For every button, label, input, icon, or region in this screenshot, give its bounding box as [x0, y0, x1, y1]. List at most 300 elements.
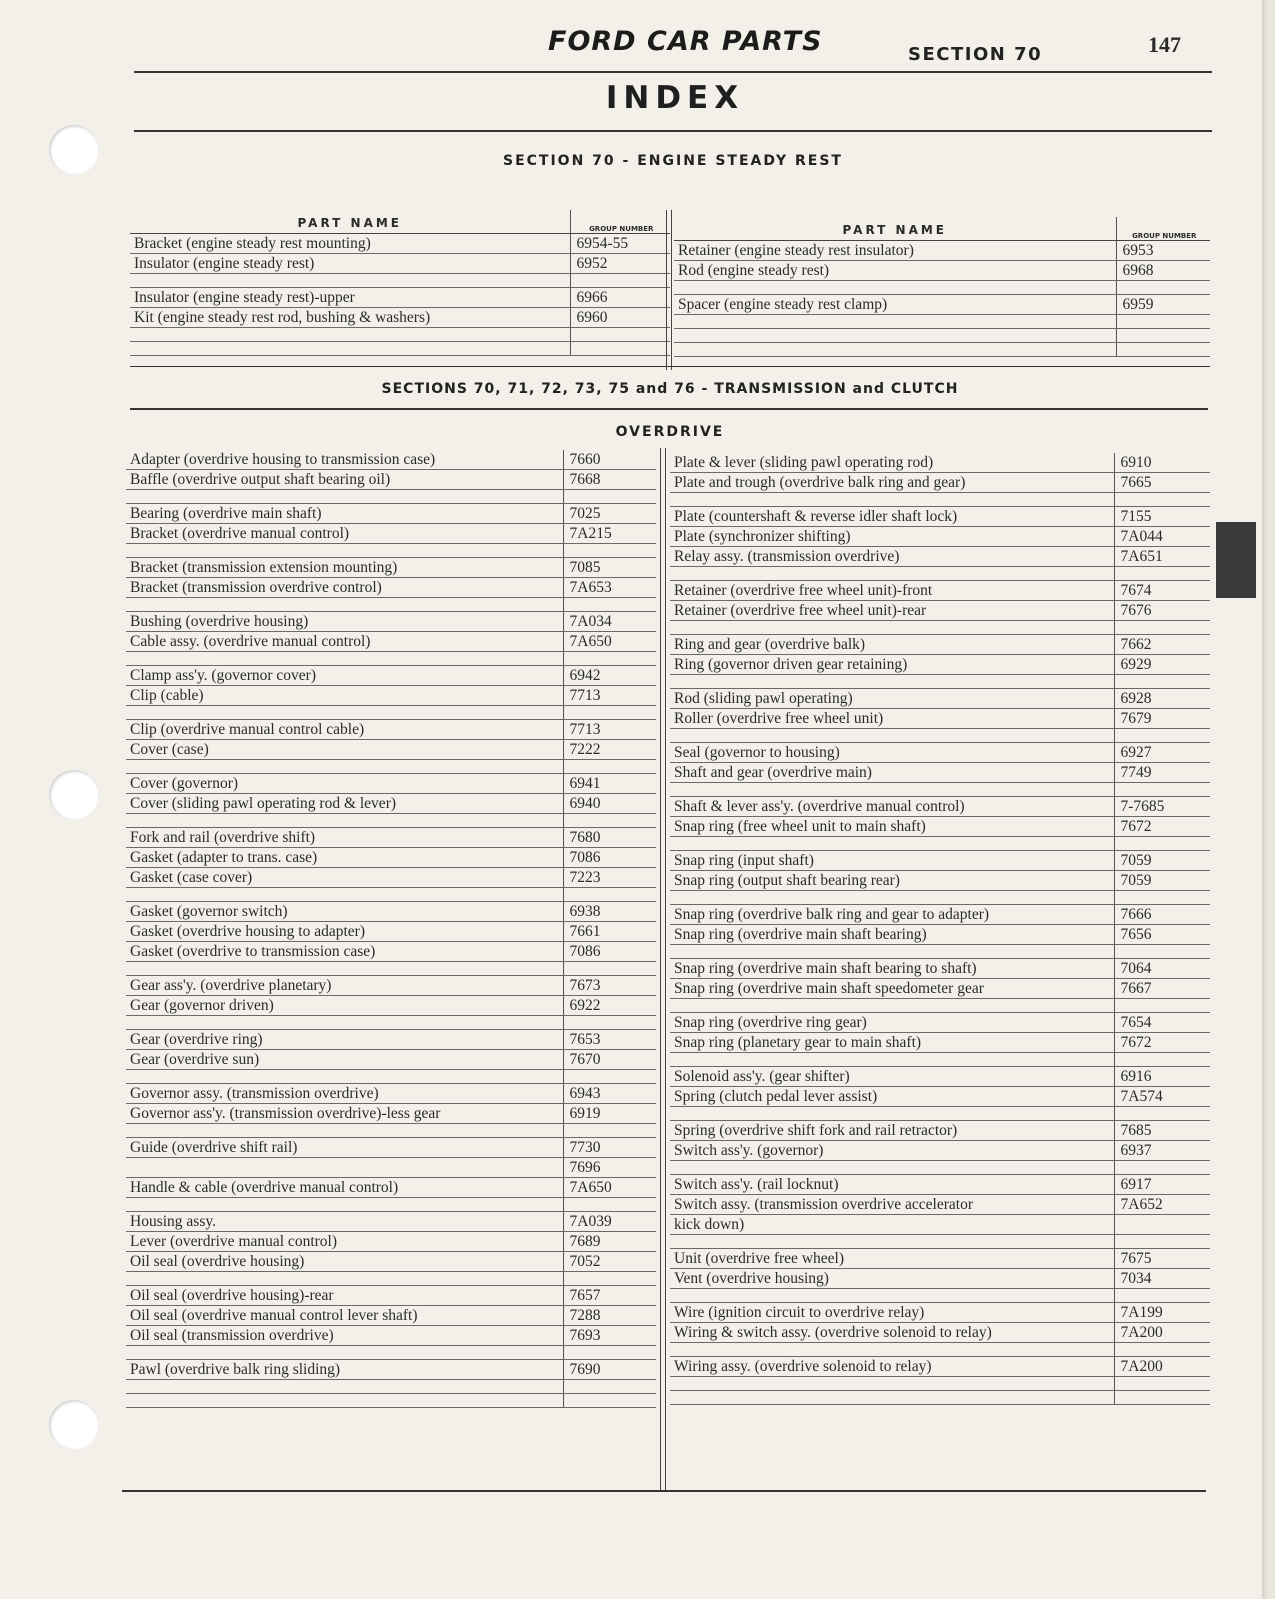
part-name-cell [670, 1107, 1114, 1121]
table-row [126, 996, 656, 1016]
group-number-cell [1114, 1289, 1210, 1303]
table-row [126, 504, 656, 524]
table-row [126, 1158, 656, 1178]
group-number-cell [1114, 783, 1210, 797]
part-name-cell: Relay assy. (transmission overdrive) [670, 547, 1114, 567]
group-number-cell: 7086 [563, 848, 656, 868]
group-number-cell: 7223 [563, 868, 656, 888]
group-number-cell [1114, 493, 1210, 507]
part-name-cell: Retainer (overdrive free wheel unit)-front [670, 581, 1114, 601]
table-row [674, 295, 1210, 315]
part-name-cell: Retainer (overdrive free wheel unit)-rear [670, 601, 1114, 621]
table-row-blank [670, 1391, 1210, 1405]
table-row [670, 473, 1210, 493]
group-number-cell: 7696 [563, 1158, 656, 1178]
group-number-cell [563, 760, 656, 774]
part-name-cell: Bushing (overdrive housing) [126, 612, 563, 632]
table-row-blank [126, 1394, 656, 1408]
table-row [670, 1195, 1210, 1215]
table-row [126, 1360, 656, 1380]
part-name-cell: Oil seal (overdrive manual control lever shaft) [126, 1306, 563, 1326]
table-row-blank [126, 706, 656, 720]
table-row [670, 581, 1210, 601]
group-number-cell: 7673 [563, 976, 656, 996]
group-number-cell: 7A650 [563, 1178, 656, 1198]
group-number-cell: 6943 [563, 1084, 656, 1104]
part-name-cell [126, 814, 563, 828]
group-number-cell: 6952 [570, 254, 670, 274]
group-number-cell [1114, 837, 1210, 851]
part-name-cell: Snap ring (planetary gear to main shaft) [670, 1033, 1114, 1053]
part-name-cell: Snap ring (overdrive main shaft bearing to shaft) [670, 959, 1114, 979]
group-number-cell: 7674 [1114, 581, 1210, 601]
steady-rest-right-table [674, 217, 1210, 357]
group-number-cell: 7A044 [1114, 527, 1210, 547]
table-row [126, 1252, 656, 1272]
part-name-cell: Bracket (engine steady rest mounting) [130, 234, 570, 254]
part-name-cell: Guide (overdrive shift rail) [126, 1138, 563, 1158]
part-name-cell [126, 1272, 563, 1286]
part-name-cell [126, 1394, 563, 1408]
group-number-cell [563, 1380, 656, 1394]
group-number-cell: 6910 [1114, 453, 1210, 473]
part-name-cell: Wire (ignition circuit to overdrive relay) [670, 1303, 1114, 1323]
part-name-cell: Switch assy. (transmission overdrive accelerator [670, 1195, 1114, 1215]
group-number-cell [1114, 1053, 1210, 1067]
part-name-cell: Shaft and gear (overdrive main) [670, 763, 1114, 783]
table-row [130, 254, 670, 274]
part-name-cell: Spring (clutch pedal lever assist) [670, 1087, 1114, 1107]
part-name-cell [670, 945, 1114, 959]
group-number-cell [1116, 315, 1210, 329]
part-name-cell [670, 1391, 1114, 1405]
part-name-cell [674, 343, 1116, 357]
group-number-cell [563, 544, 656, 558]
table-row [126, 976, 656, 996]
group-number-cell: 7222 [563, 740, 656, 760]
part-name-cell [126, 1380, 563, 1394]
table-row [670, 851, 1210, 871]
group-number-cell: 7654 [1114, 1013, 1210, 1033]
table-row-blank [126, 490, 656, 504]
part-name-cell [670, 493, 1114, 507]
table-row-blank [670, 621, 1210, 635]
table-row-blank [126, 760, 656, 774]
group-number-cell [563, 888, 656, 902]
part-name-cell [126, 598, 563, 612]
table-row-blank [670, 675, 1210, 689]
table-row [126, 1138, 656, 1158]
column-header-part-name: PART NAME [130, 210, 570, 234]
transmission-heading: SECTIONS 70, 71, 72, 73, 75 and 76 - TRANSMISSION and CLUTCH [381, 381, 959, 397]
title-rule [134, 130, 1212, 132]
part-name-cell: Switch ass'y. (rail locknut) [670, 1175, 1114, 1195]
part-name-cell: Snap ring (output shaft bearing rear) [670, 871, 1114, 891]
part-name-cell: Kit (engine steady rest rod, bushing & washers) [130, 308, 570, 328]
group-number-cell [1116, 343, 1210, 357]
group-number-cell [1114, 621, 1210, 635]
table-row-blank [670, 1289, 1210, 1303]
group-number-cell: 7052 [563, 1252, 656, 1272]
group-number-cell [1116, 329, 1210, 343]
part-name-cell: kick down) [670, 1215, 1114, 1235]
group-number-cell: 7670 [563, 1050, 656, 1070]
group-number-cell: 7662 [1114, 635, 1210, 655]
table-row-blank [670, 945, 1210, 959]
table-row [670, 1215, 1210, 1235]
part-name-cell [126, 1016, 563, 1030]
group-number-cell [563, 962, 656, 976]
table-row-blank [126, 1380, 656, 1394]
part-name-cell [670, 1377, 1114, 1391]
group-number-cell: 7A199 [1114, 1303, 1210, 1323]
table-row [670, 1323, 1210, 1343]
binder-hole-middle [49, 770, 99, 820]
part-name-cell: Gear ass'y. (overdrive planetary) [126, 976, 563, 996]
group-number-cell: 7086 [563, 942, 656, 962]
part-name-cell [670, 999, 1114, 1013]
table-row [126, 632, 656, 652]
group-number-cell [563, 490, 656, 504]
group-number-cell: 7A215 [563, 524, 656, 544]
part-name-cell: Cover (case) [126, 740, 563, 760]
part-name-cell: Wiring & switch assy. (overdrive solenoid to relay) [670, 1323, 1114, 1343]
part-name-cell [130, 274, 570, 288]
part-name-cell: Gear (overdrive ring) [126, 1030, 563, 1050]
part-name-cell: Seal (governor to housing) [670, 743, 1114, 763]
group-number-cell [563, 1070, 656, 1084]
group-number-cell: 7657 [563, 1286, 656, 1306]
group-number-cell [563, 1124, 656, 1138]
part-name-cell [126, 1198, 563, 1212]
steady-rest-left-table [130, 210, 670, 356]
overdrive-right-table [670, 453, 1210, 1405]
table-row [670, 635, 1210, 655]
group-number-cell: 7679 [1114, 709, 1210, 729]
group-number-cell [1114, 729, 1210, 743]
table-row [670, 925, 1210, 945]
group-number-cell: 7660 [563, 450, 656, 470]
table-row [126, 774, 656, 794]
table-row-blank [126, 1198, 656, 1212]
table-row-blank [670, 891, 1210, 905]
group-number-cell: 7025 [563, 504, 656, 524]
table-row-blank [126, 544, 656, 558]
group-number-cell: 7680 [563, 828, 656, 848]
part-name-cell [126, 1346, 563, 1360]
table-row-blank [670, 493, 1210, 507]
table-row-blank [670, 999, 1210, 1013]
part-name-cell: Bracket (transmission overdrive control) [126, 578, 563, 598]
part-name-cell: Insulator (engine steady rest)-upper [130, 288, 570, 308]
part-name-cell: Ring (governor driven gear retaining) [670, 655, 1114, 675]
table-row [670, 979, 1210, 999]
table-row [126, 828, 656, 848]
table-row-blank [670, 1161, 1210, 1175]
part-name-cell: Wiring assy. (overdrive solenoid to relay) [670, 1357, 1114, 1377]
table-row-blank [674, 343, 1210, 357]
table-row [126, 740, 656, 760]
table-row [670, 1067, 1210, 1087]
group-number-cell: 7730 [563, 1138, 656, 1158]
part-name-cell: Unit (overdrive free wheel) [670, 1249, 1114, 1269]
group-number-cell [563, 652, 656, 666]
part-name-cell: Gasket (overdrive to transmission case) [126, 942, 563, 962]
group-number-cell: 6927 [1114, 743, 1210, 763]
part-name-cell: Bearing (overdrive main shaft) [126, 504, 563, 524]
group-number-cell: 6954-55 [570, 234, 670, 254]
table-row-blank [670, 567, 1210, 581]
table-row [670, 1141, 1210, 1161]
group-number-cell [1114, 1391, 1210, 1405]
group-number-cell: 6916 [1114, 1067, 1210, 1087]
group-number-cell: 7693 [563, 1326, 656, 1346]
part-name-cell: Cover (sliding pawl operating rod & lever) [126, 794, 563, 814]
part-name-cell: Oil seal (overdrive housing)-rear [126, 1286, 563, 1306]
part-name-cell: Gear (overdrive sun) [126, 1050, 563, 1070]
column-header-part-name: PART NAME [674, 217, 1116, 241]
group-number-cell: 7034 [1114, 1269, 1210, 1289]
table-row [126, 1178, 656, 1198]
part-name-cell: Spacer (engine steady rest clamp) [674, 295, 1116, 315]
part-name-cell: Clip (cable) [126, 686, 563, 706]
part-name-cell [670, 1053, 1114, 1067]
table-row-blank [670, 837, 1210, 851]
group-number-cell: 7667 [1114, 979, 1210, 999]
table-row [670, 601, 1210, 621]
part-name-cell: Cover (governor) [126, 774, 563, 794]
table-row [130, 308, 670, 328]
overdrive-left-table [126, 450, 656, 1408]
transmission-rule [130, 408, 1208, 410]
part-name-cell [670, 837, 1114, 851]
table-row [670, 507, 1210, 527]
part-name-cell [130, 342, 570, 356]
part-name-cell: Housing assy. [126, 1212, 563, 1232]
part-name-cell: Cable assy. (overdrive manual control) [126, 632, 563, 652]
table-row [126, 902, 656, 922]
table-row [126, 558, 656, 578]
group-number-cell [1114, 1235, 1210, 1249]
table-row [126, 942, 656, 962]
table-row-blank [126, 598, 656, 612]
group-number-cell: 6959 [1116, 295, 1210, 315]
table-row-blank [670, 783, 1210, 797]
part-name-cell: Clamp ass'y. (governor cover) [126, 666, 563, 686]
table-row-blank [126, 814, 656, 828]
table-row [670, 1303, 1210, 1323]
part-name-cell: Vent (overdrive housing) [670, 1269, 1114, 1289]
header-rule [134, 71, 1212, 73]
group-number-cell: 7A574 [1114, 1087, 1210, 1107]
part-name-cell [670, 1343, 1114, 1357]
part-name-cell: Plate & lever (sliding pawl operating rod) [670, 453, 1114, 473]
part-name-cell [670, 1161, 1114, 1175]
part-name-cell [126, 652, 563, 666]
group-number-cell: 7685 [1114, 1121, 1210, 1141]
group-number-cell: 6929 [1114, 655, 1210, 675]
table-row [126, 1030, 656, 1050]
table-row [670, 1357, 1210, 1377]
group-number-cell: 7A651 [1114, 547, 1210, 567]
part-name-cell: Snap ring (overdrive balk ring and gear to adapter) [670, 905, 1114, 925]
part-name-cell [126, 888, 563, 902]
group-number-cell: 7689 [563, 1232, 656, 1252]
column-header-group-number: GROUP NUMBER [570, 210, 670, 234]
group-number-cell: 6937 [1114, 1141, 1210, 1161]
group-number-cell: 7672 [1114, 1033, 1210, 1053]
part-name-cell: Gasket (overdrive housing to adapter) [126, 922, 563, 942]
table-row [126, 1104, 656, 1124]
table-row-blank [126, 1070, 656, 1084]
group-number-cell: 7A200 [1114, 1357, 1210, 1377]
part-name-cell [126, 544, 563, 558]
table-row [130, 288, 670, 308]
group-number-cell: 6953 [1116, 241, 1210, 261]
part-name-cell: Clip (overdrive manual control cable) [126, 720, 563, 740]
group-number-cell: 7668 [563, 470, 656, 490]
group-number-cell [563, 1394, 656, 1408]
table-row [670, 959, 1210, 979]
table-row-blank [674, 315, 1210, 329]
group-number-cell: 6919 [563, 1104, 656, 1124]
group-number-cell [1114, 1343, 1210, 1357]
column-header-group-number: GROUP NUMBER [1116, 217, 1210, 241]
table-row [670, 1121, 1210, 1141]
table-row [126, 1050, 656, 1070]
group-number-cell [1114, 567, 1210, 581]
part-name-cell [126, 706, 563, 720]
table-row [126, 794, 656, 814]
group-number-cell: 7288 [563, 1306, 656, 1326]
table-row-blank [670, 1053, 1210, 1067]
group-number-cell: 7666 [1114, 905, 1210, 925]
group-number-cell: 7713 [563, 720, 656, 740]
group-number-cell: 6917 [1114, 1175, 1210, 1195]
part-name-cell: Baffle (overdrive output shaft bearing oil) [126, 470, 563, 490]
group-number-cell [1114, 999, 1210, 1013]
part-name-cell [670, 1235, 1114, 1249]
table-row-blank [670, 1377, 1210, 1391]
table-row-blank [126, 652, 656, 666]
part-name-cell: Rod (sliding pawl operating) [670, 689, 1114, 709]
table-row-blank [126, 888, 656, 902]
table-row-blank [670, 729, 1210, 743]
group-number-cell: 6941 [563, 774, 656, 794]
group-number-cell: 7672 [1114, 817, 1210, 837]
part-name-cell: Ring and gear (overdrive balk) [670, 635, 1114, 655]
table-row [670, 709, 1210, 729]
part-name-cell [670, 567, 1114, 581]
group-number-cell: 7A039 [563, 1212, 656, 1232]
group-number-cell: 7A653 [563, 578, 656, 598]
table-row-blank [674, 281, 1210, 295]
table-row [670, 817, 1210, 837]
steady-rest-bottom-rule [130, 366, 1210, 367]
group-number-cell: 7675 [1114, 1249, 1210, 1269]
table-row [670, 1249, 1210, 1269]
part-name-cell: Gasket (adapter to trans. case) [126, 848, 563, 868]
part-name-cell [126, 1070, 563, 1084]
group-number-cell: 6966 [570, 288, 670, 308]
part-name-cell [126, 962, 563, 976]
part-name-cell: Snap ring (input shaft) [670, 851, 1114, 871]
overdrive-subheading: OVERDRIVE [615, 424, 725, 440]
part-name-cell: Insulator (engine steady rest) [130, 254, 570, 274]
table-row [670, 743, 1210, 763]
table-row-blank [126, 1016, 656, 1030]
group-number-cell: 6968 [1116, 261, 1210, 281]
group-number-cell: 6922 [563, 996, 656, 1016]
table-row [670, 527, 1210, 547]
table-row [126, 1326, 656, 1346]
table-row [674, 261, 1210, 281]
part-name-cell: Solenoid ass'y. (gear shifter) [670, 1067, 1114, 1087]
part-name-cell: Plate (synchronizer shifting) [670, 527, 1114, 547]
group-number-cell: 7653 [563, 1030, 656, 1050]
overdrive-column-divider [660, 448, 666, 1490]
table-row [126, 612, 656, 632]
group-number-cell: 7690 [563, 1360, 656, 1380]
group-number-cell [1114, 945, 1210, 959]
part-name-cell: Gear (governor driven) [126, 996, 563, 1016]
table-row [126, 524, 656, 544]
group-number-cell [1116, 281, 1210, 295]
table-row [670, 1269, 1210, 1289]
group-number-cell: 6938 [563, 902, 656, 922]
part-name-cell [126, 760, 563, 774]
table-row [126, 578, 656, 598]
table-row-blank [130, 274, 670, 288]
part-name-cell [130, 328, 570, 342]
part-name-cell: Rod (engine steady rest) [674, 261, 1116, 281]
group-number-cell [1114, 1161, 1210, 1175]
part-name-cell: Adapter (overdrive housing to transmission case) [126, 450, 563, 470]
table-row [670, 1013, 1210, 1033]
group-number-cell: 7059 [1114, 851, 1210, 871]
part-name-cell: Bracket (overdrive manual control) [126, 524, 563, 544]
group-number-cell [563, 598, 656, 612]
part-name-cell: Snap ring (free wheel unit to main shaft) [670, 817, 1114, 837]
table-row [670, 763, 1210, 783]
group-number-cell: 7-7685 [1114, 797, 1210, 817]
group-number-cell [1114, 1215, 1210, 1235]
steady-rest-heading: SECTION 70 - ENGINE STEADY REST [503, 153, 843, 169]
section-index-tab [1216, 522, 1256, 598]
part-name-cell [670, 1289, 1114, 1303]
table-row [126, 470, 656, 490]
group-number-cell [563, 814, 656, 828]
table-row [670, 689, 1210, 709]
table-row-blank [670, 1107, 1210, 1121]
part-name-cell: Gasket (governor switch) [126, 902, 563, 922]
part-name-cell: Plate and trough (overdrive balk ring and gear) [670, 473, 1114, 493]
group-number-cell: 7665 [1114, 473, 1210, 493]
table-row [670, 797, 1210, 817]
table-row [126, 922, 656, 942]
group-number-cell: 7A652 [1114, 1195, 1210, 1215]
part-name-cell: Shaft & lever ass'y. (overdrive manual control) [670, 797, 1114, 817]
bottom-rule [122, 1490, 1206, 1492]
part-name-cell: Roller (overdrive free wheel unit) [670, 709, 1114, 729]
group-number-cell: 7749 [1114, 763, 1210, 783]
part-name-cell: Oil seal (overdrive housing) [126, 1252, 563, 1272]
part-name-cell: Fork and rail (overdrive shift) [126, 828, 563, 848]
part-name-cell: Gasket (case cover) [126, 868, 563, 888]
table-row [670, 1033, 1210, 1053]
group-number-cell: 7A200 [1114, 1323, 1210, 1343]
group-number-cell [1114, 675, 1210, 689]
